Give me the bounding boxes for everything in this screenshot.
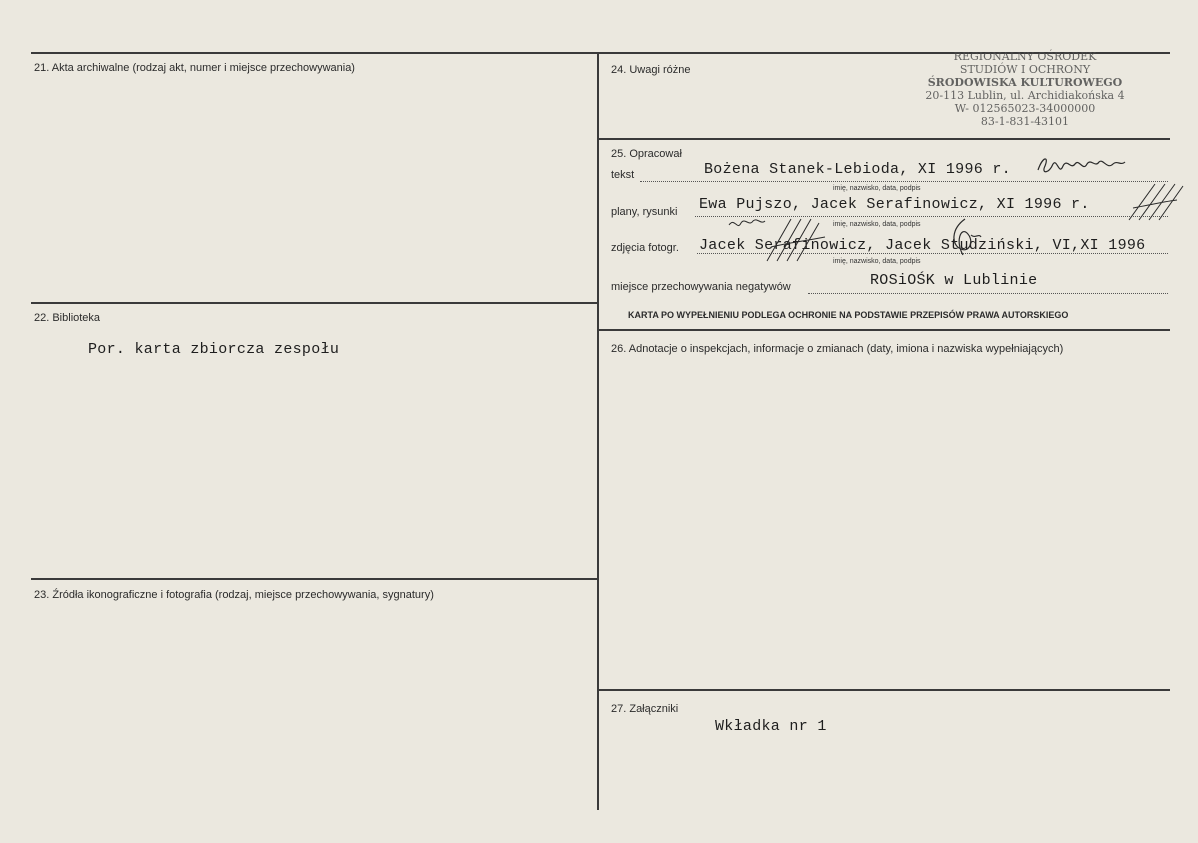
institution-stamp xyxy=(905,50,1145,128)
tekst-value: Bożena Stanek-Lebioda, XI 1996 r. xyxy=(704,161,1011,178)
plany-hint: imię, nazwisko, data, podpis xyxy=(833,221,921,228)
tekst-label: tekst xyxy=(611,169,635,181)
stamp-account: 012565023-34000000 xyxy=(972,102,1096,115)
negatywy-label: miejsce przechowywania negatywów xyxy=(611,281,791,293)
tekst-hint: imię, nazwisko, data, podpis xyxy=(833,185,921,192)
stamp-prefix: W xyxy=(954,102,966,115)
section-27-value: Wkładka nr 1 xyxy=(715,718,827,735)
stamp-line-2: STUDIÓW I OCHRONY xyxy=(959,63,1091,76)
section-21-label: 21. Akta archiwalne (rodzaj akt, numer i miejsce przechowywania) xyxy=(34,62,355,74)
zdjecia-value: Jacek Serafinowicz, Jacek Studziński, VI,XI 1996 xyxy=(699,237,1146,254)
stamp-line-3: ŚRODOWISKA KULTUROWEGO xyxy=(927,76,1123,89)
section-27-label: 27. Załączniki xyxy=(611,703,679,715)
section-22-label: 22. Biblioteka xyxy=(34,312,101,324)
rule-below-22 xyxy=(31,578,598,580)
signature-zdjecia-2 xyxy=(945,215,985,260)
negatywy-value: ROSiOŚK w Lublinie xyxy=(870,272,1038,289)
rule-below-25 xyxy=(597,329,1170,331)
section-22-value: Por. karta zbiorcza zespołu xyxy=(88,341,340,358)
section-24-label: 24. Uwagi różne xyxy=(611,64,691,76)
copyright-note: KARTA PO WYPEŁNIENIU PODLEGA OCHRONIE NA PODSTAWIE PRZEPISÓW PRAWA AUTORSKIEGO xyxy=(628,310,1069,320)
signature-zdjecia-1 xyxy=(725,213,835,268)
signature-tekst xyxy=(1035,152,1130,184)
stamp-line-4: 20-113 Lublin, ul. Archidiakońska 4 xyxy=(925,89,1125,102)
section-23-label: 23. Źródła ikonograficzne i fotografia (rodzaj, miejsce przechowywania, sygnatury) xyxy=(34,589,434,601)
stamp-line-5: W- 012565023-34000000 xyxy=(954,102,1096,115)
center-divider xyxy=(597,52,599,810)
rule-below-24 xyxy=(597,138,1170,140)
zdjecia-hint: imię, nazwisko, data, podpis xyxy=(833,258,921,265)
plany-value: Ewa Pujszo, Jacek Serafinowicz, XI 1996 r. xyxy=(699,196,1090,213)
section-25-label: 25. Opracował xyxy=(611,148,682,160)
rule-below-26 xyxy=(597,689,1170,691)
stamp-line-6: 83-1-831-43101 xyxy=(980,115,1070,128)
signature-plany xyxy=(1125,180,1190,225)
stamp-line-1: REGIONALNY OŚRODEK xyxy=(953,50,1097,63)
rule-below-21 xyxy=(31,302,598,304)
negatywy-dotted-line xyxy=(808,293,1168,294)
zdjecia-label: zdjęcia fotogr. xyxy=(611,242,679,254)
plany-label: plany, rysunki xyxy=(611,206,678,218)
section-26-label: 26. Adnotacje o inspekcjach, informacje o zmianach (daty, imiona i nazwiska wypełniających) xyxy=(611,343,1064,355)
